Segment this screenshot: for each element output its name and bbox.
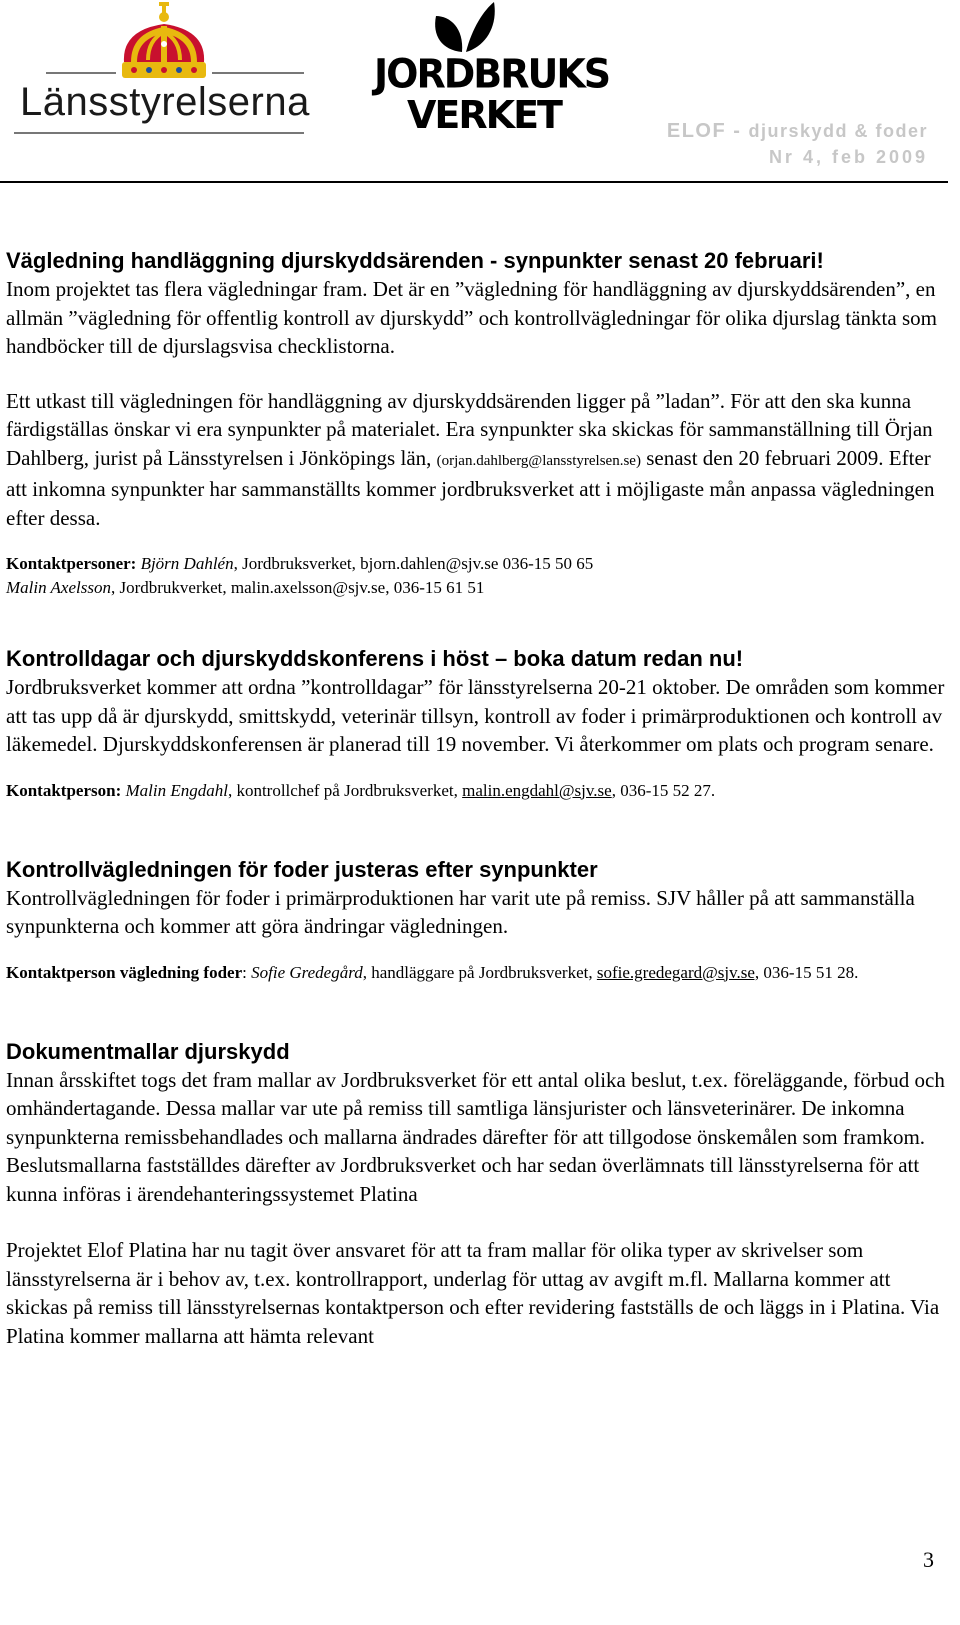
section-heading: Kontrolldagar och djurskyddskonferens i höst – boka datum redan nu! — [6, 646, 744, 671]
section-paragraph: Kontrollvägledningen för foder i primärproduktionen har varit ute på remiss. SJV håller på att sammanställa synpunkterna och kommer att göra ändringar vägledningen. — [6, 885, 915, 938]
section-paragraph: Innan årsskiftet togs det fram mallar av Jordbruksverket för ett antal olika beslut, t.ex. föreläggande, förbud och omhändertagande. Dessa mallar var ute på remiss till samtliga länsjurister och länsveterinärer. De inkomna synpunkterna remissbehandlades och mallarna ändrades därefter för att tillgodose önskemålen som framkom. Beslutsmallarna fastställdes därefter av Jordbruksverket och har sedan överlämnats till länsstyrelserna för att kunna införas i ärendehanteringssystemet Platina — [6, 1067, 945, 1206]
contact-line: Kontaktpersoner: Björn Dahlén, Jordbruksverket, bjorn.dahlen@sjv.se 036-15 50 65 — [6, 554, 594, 573]
leaf-icon — [432, 2, 496, 54]
lansstyrelserna-wordmark: Länsstyrelserna — [20, 80, 310, 124]
email-text: (orjan.dahlberg@lansstyrelsen.se) — [436, 452, 641, 469]
email-link[interactable]: malin.engdahl@sjv.se — [462, 780, 612, 800]
contact-line: Kontaktperson vägledning foder: Sofie Gredegård, handläggare på Jordbruksverket, sofie.gredegard@sjv.se, 036-15 51 28. — [6, 962, 859, 982]
jordbruksverket-logo — [374, 2, 610, 142]
contact-line: Kontaktperson: Malin Engdahl, kontrollchef på Jordbruksverket, malin.engdahl@sjv.se, 036-15 52 27. — [6, 780, 716, 800]
newsletter-header — [667, 120, 928, 168]
lansstyrelserna-logo — [14, 2, 314, 142]
header-divider — [0, 181, 948, 183]
newsletter-title: ELOF - djurskydd & foder — [666, 120, 928, 142]
jordbruks-wordmark: JORDBRUKS — [374, 50, 610, 98]
section-heading: Vägledning handläggning djurskyddsärenden - synpunkter senast 20 februari! — [6, 248, 824, 273]
section-paragraph: Projektet Elof Platina har nu tagit över ansvaret för att ta fram mallar för olika typer av skrivelser som länsstyrelserna är i behov av, t.ex. kontrollrapport, underlag för uttag av avgift m.fl. Mallarna kommer att skickas på remiss till länsstyrelsernas kontaktperson och efter revidering fastställs de och läggs in i Platina. Via Platina kommer mallarna att hämta relevant — [6, 1238, 940, 1348]
newsletter-issue: Nr 4, feb 2009 — [768, 147, 928, 167]
logo-line-right — [212, 72, 304, 74]
crown-icon — [112, 2, 216, 90]
email-link[interactable]: sofie.gredegard@sjv.se, — [596, 962, 760, 982]
page-number: 3 — [923, 1547, 934, 1572]
section-heading: Kontrollvägledningen för foder justeras efter synpunkter — [6, 856, 598, 882]
section-paragraph: Inom projektet tas flera vägledningar fram. Det är en ”vägledning för handläggning av djurskyddsärenden”, en allmän ”vägledning för offentlig kontroll av djurskydd” och kontrollvägledningar för olika djurslag tänkta som handböcker till de djurslagsvisa checklistorna. — [6, 277, 937, 358]
section-paragraph: Ett utkast till vägledningen för handläggning av djurskyddsärenden ligger på ”ladan”. För att den ska kunna färdigställas önskar vi era synpunkter på materialet. Era synpunkter ska skickas för sammanställning till Örjan Dahlberg, jurist på Länsstyrelsen i Jönköpings län, (orjan.dahlberg@lansstyrelsen.se) senast den 20 februari 2009. Efter att inkomna synpunkter har sammanställts kommer jordbruksverket att i möjligaste mån anpassa vägledningen efter dessa. — [6, 388, 935, 530]
contact-line: Malin Axelsson, Jordbrukverket, malin.axelsson@sjv.se, 036-15 61 51 — [6, 578, 485, 597]
logo-line-bottom — [14, 132, 304, 134]
article-body — [6, 246, 950, 1350]
logo-line-left — [46, 72, 116, 74]
section-heading: Dokumentmallar djurskydd — [6, 1038, 290, 1064]
verket-wordmark: VERKET — [407, 93, 561, 137]
section-paragraph: Jordbruksverket kommer att ordna ”kontrolldagar” för länsstyrelserna 20-21 oktober. De områden som kommer att tas upp då är djurskydd, smittskydd, veterinär tillsyn, kontroll av foder i primärproduktionen och kontroll av läkemedel. Djurskyddskonferensen är planerad till 19 november. Vi återkommer om plats och program senare. — [6, 675, 945, 756]
